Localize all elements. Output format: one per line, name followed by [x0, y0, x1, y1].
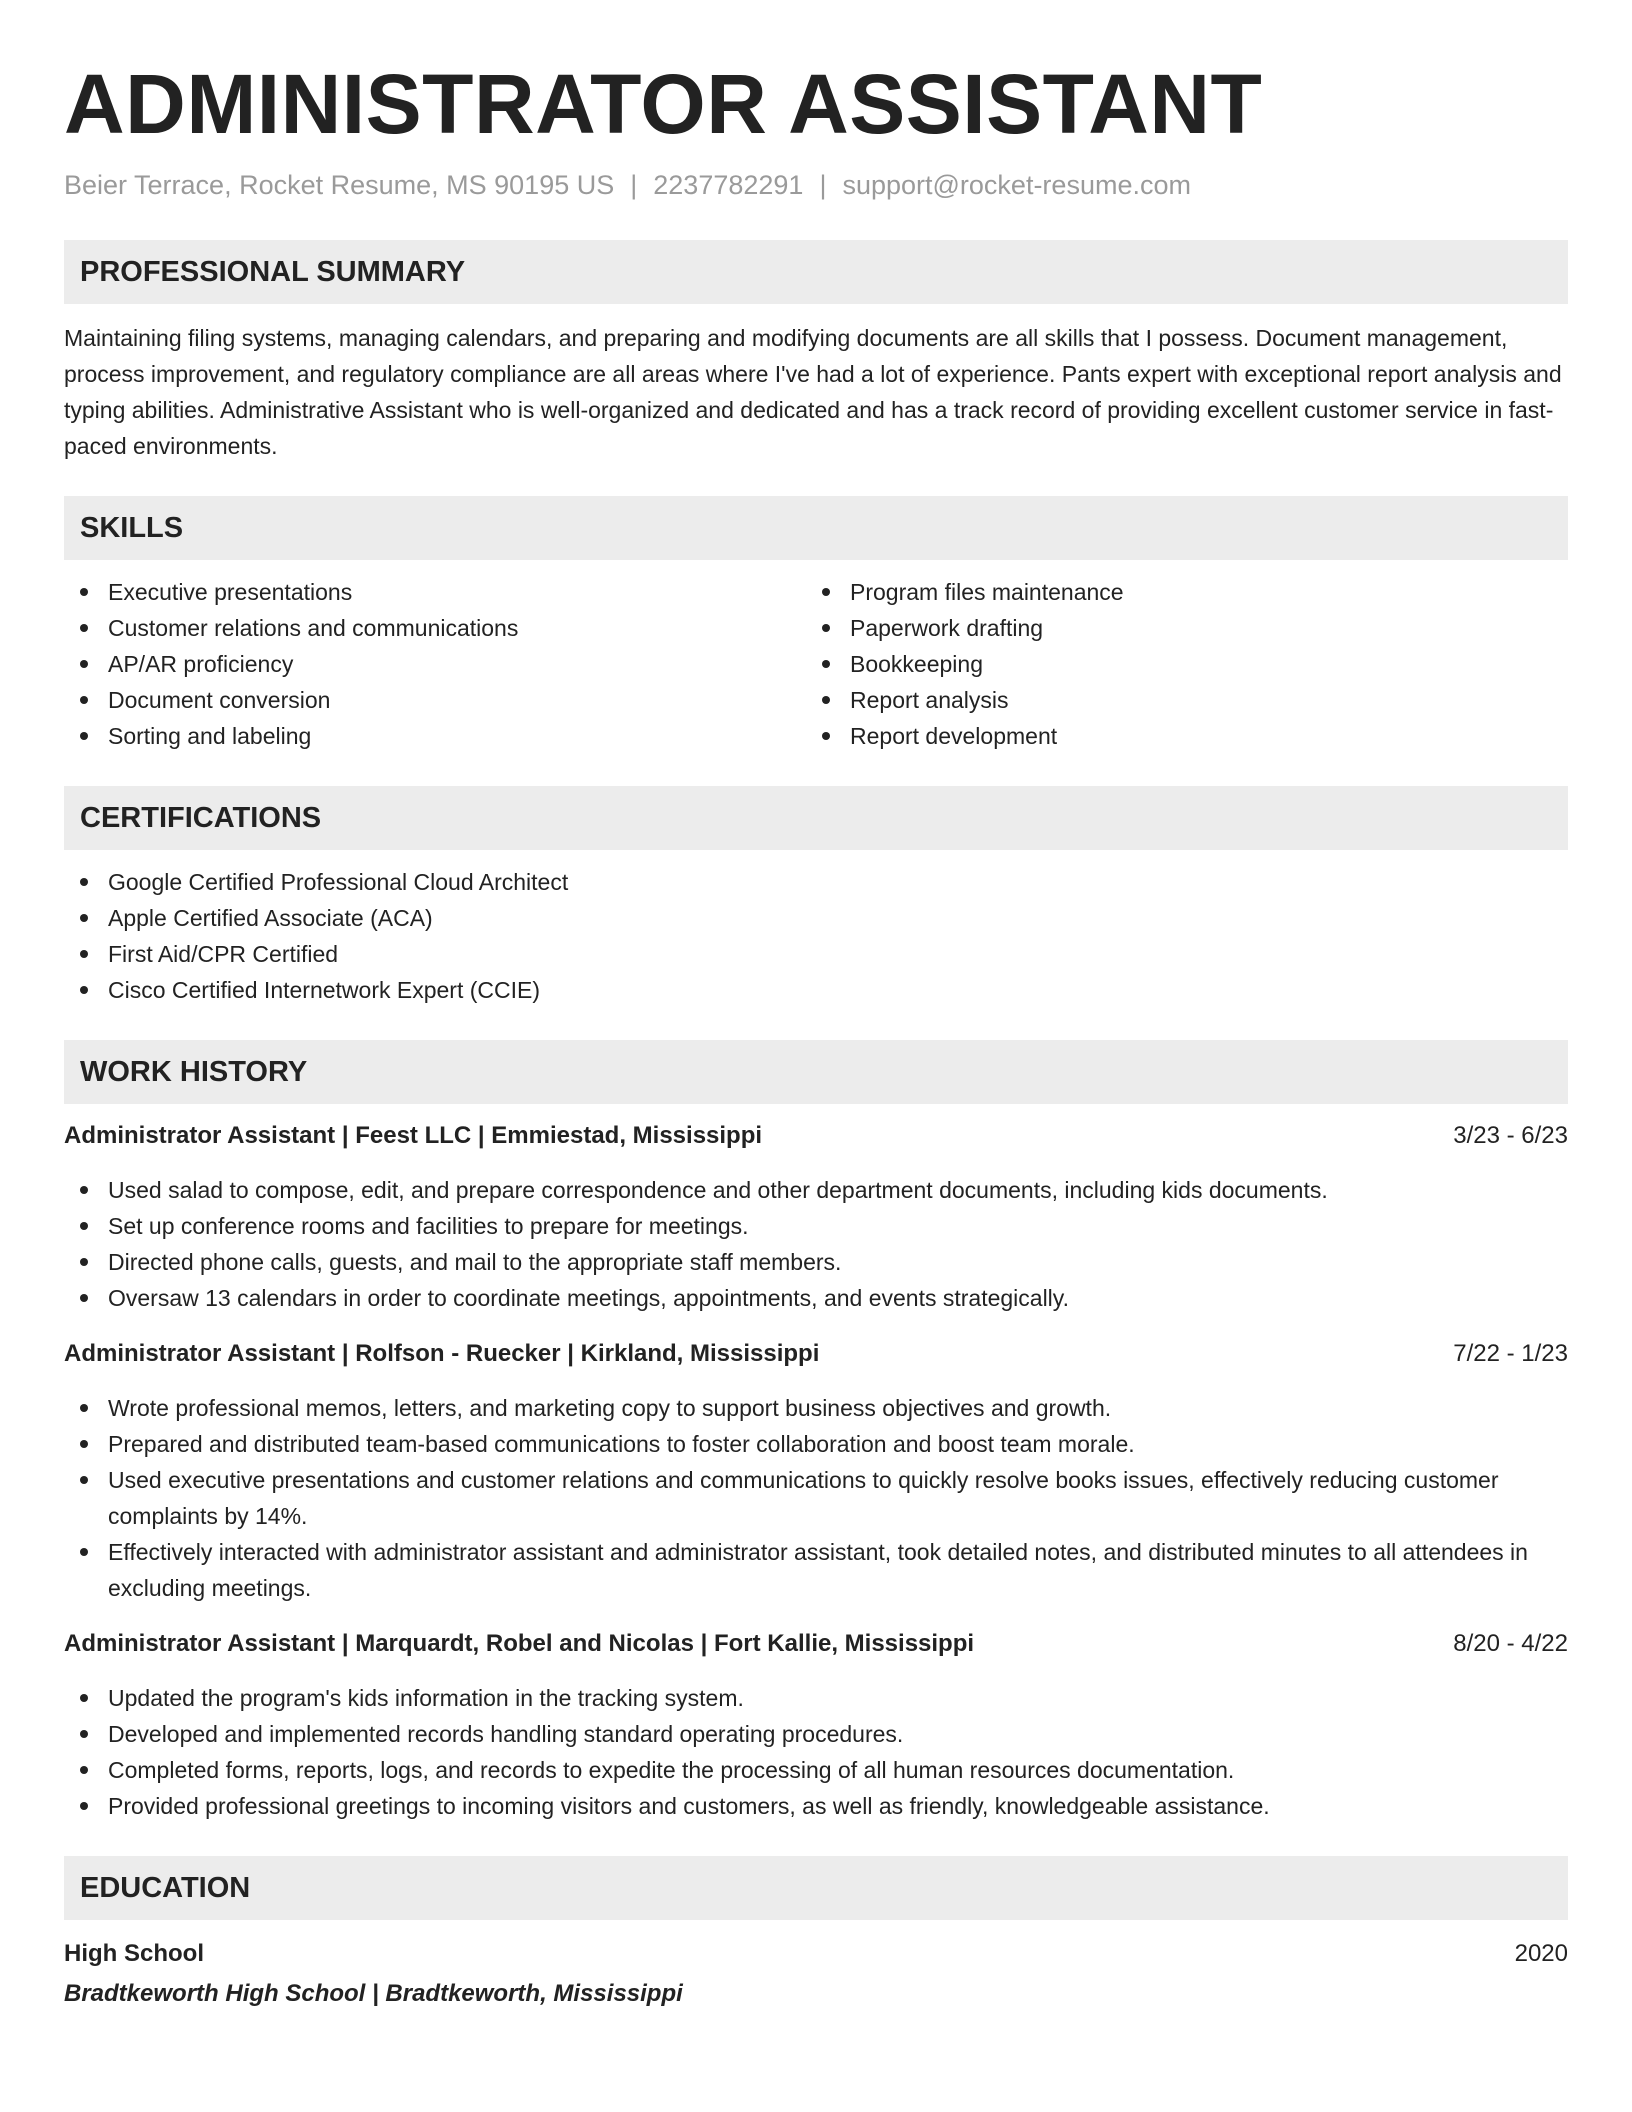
list-item: [64, 1172, 1568, 1208]
skills-grid: [64, 574, 1568, 754]
skill-label: AP/AR proficiency: [108, 651, 294, 677]
skill-label: Document conversion: [108, 687, 331, 713]
skill-label: Executive presentations: [108, 579, 353, 605]
bullet-icon: [80, 732, 88, 740]
work-header: WORK HISTORY: [64, 1040, 1568, 1104]
job-heading-row: [64, 1626, 1568, 1662]
bullet-icon: [822, 660, 830, 668]
bullet-icon: [80, 588, 88, 596]
skill-label: Report analysis: [850, 687, 1009, 713]
job-entry: [64, 1626, 1568, 1824]
bullet-icon: [80, 1802, 88, 1810]
job-bullets: [64, 1172, 1568, 1316]
list-item: [64, 1244, 1568, 1280]
contact-line: [64, 168, 1568, 202]
job-bullet-text: Prepared and distributed team-based communications to foster collaboration and boost team morale.: [108, 1431, 1135, 1457]
job-bullet-text: Oversaw 13 calendars in order to coordinate meetings, appointments, and events strategically.: [108, 1285, 1069, 1311]
list-item: [806, 610, 1548, 646]
job-heading-row: [64, 1118, 1568, 1154]
skill-label: Sorting and labeling: [108, 723, 312, 749]
skills-header: SKILLS: [64, 496, 1568, 560]
job-heading-row: [64, 1336, 1568, 1372]
list-item: [64, 718, 806, 754]
contact-separator: |: [819, 170, 827, 200]
job-title: Administrator Assistant | Rolfson - Ruecker | Kirkland, Mississippi: [64, 1340, 820, 1367]
job-entry: [64, 1336, 1568, 1606]
bullet-icon: [80, 1694, 88, 1702]
skills-list-right: [806, 574, 1548, 754]
list-item: [64, 1280, 1568, 1316]
contact-phone: 2237782291: [653, 170, 804, 200]
list-item: [64, 1208, 1568, 1244]
certification-label: Cisco Certified Internetwork Expert (CCIE): [108, 977, 541, 1003]
education-year: 2020: [1514, 1940, 1568, 1967]
bullet-icon: [822, 696, 830, 704]
resume-content: [64, 0, 1568, 2012]
list-item: [64, 682, 806, 718]
contact-address: Beier Terrace, Rocket Resume, MS 90195 US: [64, 170, 615, 200]
list-item: [64, 1390, 1568, 1426]
bullet-icon: [80, 1548, 88, 1556]
list-item: [64, 1680, 1568, 1716]
list-item: [64, 864, 1568, 900]
education-degree: High School: [64, 1940, 204, 1967]
job-bullet-text: Set up conference rooms and facilities to prepare for meetings.: [108, 1213, 749, 1239]
skill-label: Bookkeeping: [850, 651, 983, 677]
bullet-icon: [80, 1476, 88, 1484]
certification-label: Google Certified Professional Cloud Architect: [108, 869, 569, 895]
list-item: [64, 610, 806, 646]
skill-label: Program files maintenance: [850, 579, 1124, 605]
bullet-icon: [80, 986, 88, 994]
list-item: [64, 936, 1568, 972]
bullet-icon: [80, 1294, 88, 1302]
bullet-icon: [80, 1258, 88, 1266]
list-item: [64, 972, 1568, 1008]
skills-section: [64, 496, 1568, 754]
job-title: Administrator Assistant | Marquardt, Robel and Nicolas | Fort Kallie, Mississippi: [64, 1630, 975, 1657]
list-item: [64, 574, 806, 610]
bullet-icon: [80, 914, 88, 922]
list-item: [64, 1752, 1568, 1788]
list-item: [806, 682, 1548, 718]
list-item: [64, 1534, 1568, 1606]
contact-email: support@rocket-resume.com: [842, 170, 1191, 200]
job-bullet-text: Completed forms, reports, logs, and records to expedite the processing of all human resources documentation.: [108, 1757, 1235, 1783]
education-header: EDUCATION: [64, 1856, 1568, 1920]
summary-text: Maintaining filing systems, managing calendars, and preparing and modifying documents are all skills that I possess. Document management, process improvement, and regulatory compliance are all areas where I've had a lot of experience. Pants expert with exceptional report analysis and typing abilities. Administrative Assistant who is well-organized and dedicated and has a track record of providing excellent customer service in fast-paced environments.: [64, 325, 1562, 459]
education-section: [64, 1856, 1568, 2012]
skill-label: Report development: [850, 723, 1058, 749]
job-bullet-text: Updated the program's kids information in the tracking system.: [108, 1685, 744, 1711]
certifications-section: [64, 786, 1568, 1008]
job-bullets: [64, 1390, 1568, 1606]
job-bullet-text: Wrote professional memos, letters, and marketing copy to support business objectives and growth.: [108, 1395, 1112, 1421]
job-bullet-text: Developed and implemented records handling standard operating procedures.: [108, 1721, 904, 1747]
bullet-icon: [80, 1440, 88, 1448]
list-item: [64, 646, 806, 682]
job-bullets: [64, 1680, 1568, 1824]
skill-label: Paperwork drafting: [850, 615, 1044, 641]
bullet-icon: [80, 950, 88, 958]
resume-name: ADMINISTRATOR ASSISTANT: [64, 57, 1263, 151]
job-title: Administrator Assistant | Feest LLC | Emmiestad, Mississippi: [64, 1122, 763, 1149]
bullet-icon: [80, 696, 88, 704]
list-item: [806, 646, 1548, 682]
bullet-icon: [822, 732, 830, 740]
bullet-icon: [80, 1222, 88, 1230]
job-bullet-text: Used salad to compose, edit, and prepare correspondence and other department documents, including kids documents.: [108, 1177, 1328, 1203]
list-item: [806, 574, 1548, 610]
job-bullet-text: Directed phone calls, guests, and mail to the appropriate staff members.: [108, 1249, 842, 1275]
bullet-icon: [80, 1186, 88, 1194]
certification-label: First Aid/CPR Certified: [108, 941, 339, 967]
contact-separator: |: [630, 170, 638, 200]
summary-section: [64, 240, 1568, 464]
skills-list-left: [64, 574, 806, 754]
certification-label: Apple Certified Associate (ACA): [108, 905, 433, 931]
education-heading-row: [64, 1936, 1568, 1972]
list-item: [64, 1462, 1568, 1534]
job-bullet-text: Provided professional greetings to incoming visitors and customers, as well as friendly, knowledgeable assistance.: [108, 1793, 1270, 1819]
job-entry: [64, 1118, 1568, 1316]
bullet-icon: [80, 878, 88, 886]
list-item: [64, 900, 1568, 936]
education-school: Bradtkeworth High School | Bradtkeworth, Mississippi: [64, 1980, 683, 2007]
list-item: [806, 718, 1548, 754]
bullet-icon: [822, 588, 830, 596]
bullet-icon: [80, 1766, 88, 1774]
work-section: [64, 1040, 1568, 1824]
skill-label: Customer relations and communications: [108, 615, 519, 641]
bullet-icon: [822, 624, 830, 632]
bullet-icon: [80, 624, 88, 632]
job-dates: 7/22 - 1/23: [1453, 1340, 1568, 1367]
job-dates: 3/23 - 6/23: [1453, 1122, 1568, 1149]
job-bullet-text: Used executive presentations and customer relations and communications to quickly resolve books issues, effectively reducing customer complaints by 14%.: [108, 1467, 1499, 1529]
summary-header: PROFESSIONAL SUMMARY: [64, 240, 1568, 304]
bullet-icon: [80, 1730, 88, 1738]
list-item: [64, 1788, 1568, 1824]
list-item: [64, 1426, 1568, 1462]
job-bullet-text: Effectively interacted with administrator assistant and administrator assistant, took detailed notes, and distributed minutes to all attendees in excluding meetings.: [108, 1539, 1528, 1601]
bullet-icon: [80, 660, 88, 668]
list-item: [64, 1716, 1568, 1752]
certifications-list: [64, 864, 1568, 1008]
bullet-icon: [80, 1404, 88, 1412]
job-dates: 8/20 - 4/22: [1453, 1630, 1568, 1657]
certifications-header: CERTIFICATIONS: [64, 786, 1568, 850]
